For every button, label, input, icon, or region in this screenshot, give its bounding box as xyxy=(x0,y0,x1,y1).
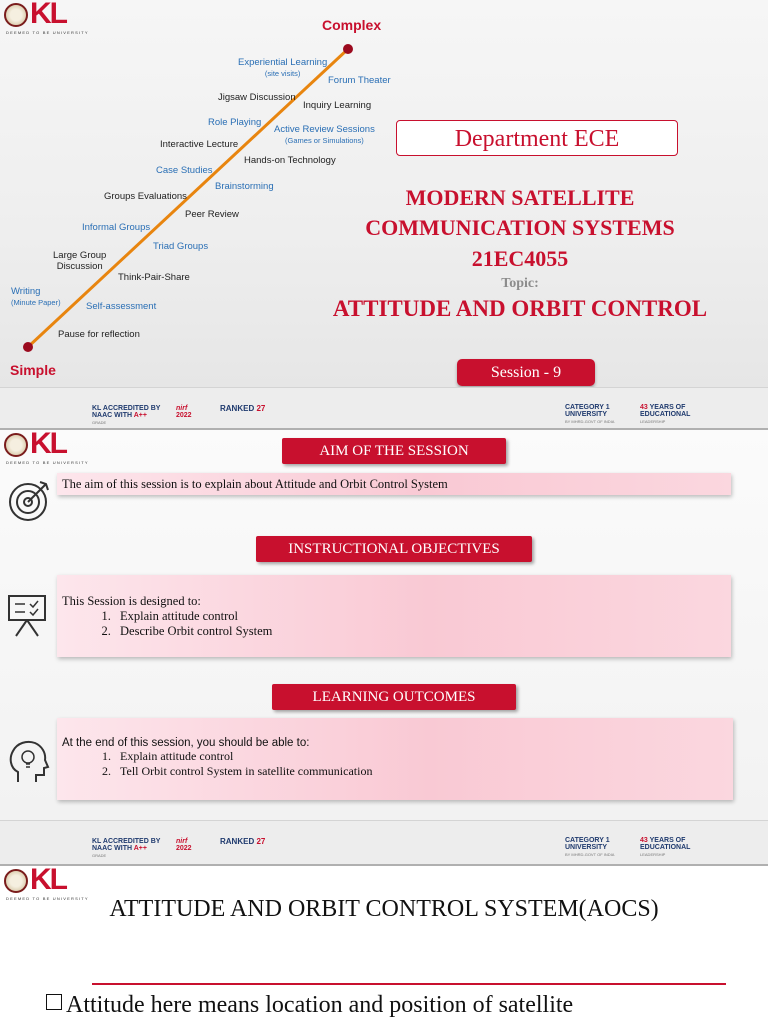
activity-label: Writing (Minute Paper) xyxy=(11,286,61,307)
activity-label: Active Review Sessions (Games or Simulations) xyxy=(274,124,375,145)
simple-dot xyxy=(23,342,33,352)
course-code: 21EC4055 xyxy=(471,246,569,271)
nirf-ranking: nirf 2022 xyxy=(176,405,192,419)
activity-label: Think-Pair-Share xyxy=(118,272,190,283)
department-box: Department ECE xyxy=(396,120,678,156)
years-badge: 43 YEARS OF EDUCATIONAL LEADERSHIP xyxy=(640,404,691,424)
objectives-box xyxy=(57,575,731,657)
activity-label: Large Group Discussion xyxy=(53,250,107,272)
activity-label: Triad Groups xyxy=(153,241,209,252)
outcome-item: 1. Explain attitude control xyxy=(114,749,733,764)
category-badge: CATEGORY 1 UNIVERSITY BY MHRD-GOVT OF INDIA xyxy=(565,837,615,857)
aim-text-box: The aim of this session is to explain about Attitude and Orbit Control System xyxy=(57,473,731,495)
outcomes-list xyxy=(62,749,733,779)
activity-label: Pause for reflection xyxy=(58,329,140,340)
objectives-list xyxy=(62,609,731,639)
ranked-badge: RANKED 27 xyxy=(220,404,266,413)
activity-label: Inquiry Learning xyxy=(303,100,372,111)
course-title-line1: MODERN SATELLITE xyxy=(405,185,635,210)
objective-item: 1. Explain attitude control xyxy=(114,609,731,624)
nirf-ranking: nirf 2022 xyxy=(176,838,192,852)
title-slide xyxy=(0,0,768,428)
activity-label: Hands-on Technology xyxy=(244,155,336,166)
aocs-slide xyxy=(0,866,768,1024)
activity-label: Self-assessment xyxy=(86,301,157,312)
complexity-line xyxy=(28,49,348,347)
outcomes-header: LEARNING OUTCOMES xyxy=(272,684,516,710)
naac-accreditation: KL ACCREDITED BY NAAC WITH A++ GRADE xyxy=(92,405,161,425)
category-badge: CATEGORY 1 UNIVERSITY BY MHRD-GOVT OF INDIA xyxy=(565,404,615,424)
objective-item: 2. Describe Orbit control System xyxy=(114,624,731,639)
activity-label: Role Playing xyxy=(208,117,262,128)
outcomes-intro: At the end of this session, you should be able to: xyxy=(62,737,310,749)
presentation-board-icon xyxy=(6,592,50,638)
checkbox-bullet-icon xyxy=(46,994,62,1010)
session-overview-slide xyxy=(0,430,768,864)
session-badge: Session - 9 xyxy=(457,359,595,386)
accreditation-footer xyxy=(0,820,768,864)
activity-label: Peer Review xyxy=(185,209,239,220)
head-lightbulb-icon xyxy=(6,738,50,784)
title-divider xyxy=(92,983,726,985)
simple-label: Simple xyxy=(10,362,56,378)
activity-label: Informal Groups xyxy=(82,222,151,233)
kl-logo: KL DEEMED TO BE UNIVERSITY xyxy=(6,430,89,465)
outcome-item: 2. Tell Orbit control System in satellite communication xyxy=(114,764,733,779)
ranked-badge: RANKED 27 xyxy=(220,837,266,846)
slide-title: ATTITUDE AND ORBIT CONTROL SYSTEM(AOCS) xyxy=(109,896,659,922)
complex-label: Complex xyxy=(322,17,382,33)
activity-label: Case Studies xyxy=(156,165,213,176)
accreditation-footer xyxy=(0,387,768,428)
outcomes-box xyxy=(57,718,733,800)
complex-dot xyxy=(343,44,353,54)
years-badge: 43 YEARS OF EDUCATIONAL LEADERSHIP xyxy=(640,837,691,857)
bullet-item: Attitude here means location and position of satellite xyxy=(46,992,573,1019)
kl-logo: KL DEEMED TO BE UNIVERSITY xyxy=(6,866,89,901)
activity-label: Groups Evaluations xyxy=(104,191,187,202)
naac-accreditation: KL ACCREDITED BY NAAC WITH A++ GRADE xyxy=(92,838,161,858)
topic-title: ATTITUDE AND ORBIT CONTROL xyxy=(332,296,708,321)
kl-logo: KL DEEMED TO BE UNIVERSITY xyxy=(6,0,89,35)
target-icon xyxy=(6,476,54,524)
university-seal-icon xyxy=(4,869,28,893)
objectives-header: INSTRUCTIONAL OBJECTIVES xyxy=(256,536,532,562)
topic-label: Topic: xyxy=(501,276,539,291)
activity-label: Forum Theater xyxy=(328,75,391,86)
course-title-line2: COMMUNICATION SYSTEMS xyxy=(365,215,675,240)
activity-label: Jigsaw Discussion xyxy=(218,92,296,103)
objectives-intro: This Session is designed to: xyxy=(62,594,201,608)
university-seal-icon xyxy=(4,433,28,457)
activity-label: Interactive Lecture xyxy=(160,139,239,150)
activity-label: Experiential Learning (site visits) xyxy=(238,57,328,78)
activity-label: Brainstorming xyxy=(215,181,274,192)
aim-header: AIM OF THE SESSION xyxy=(282,438,506,464)
